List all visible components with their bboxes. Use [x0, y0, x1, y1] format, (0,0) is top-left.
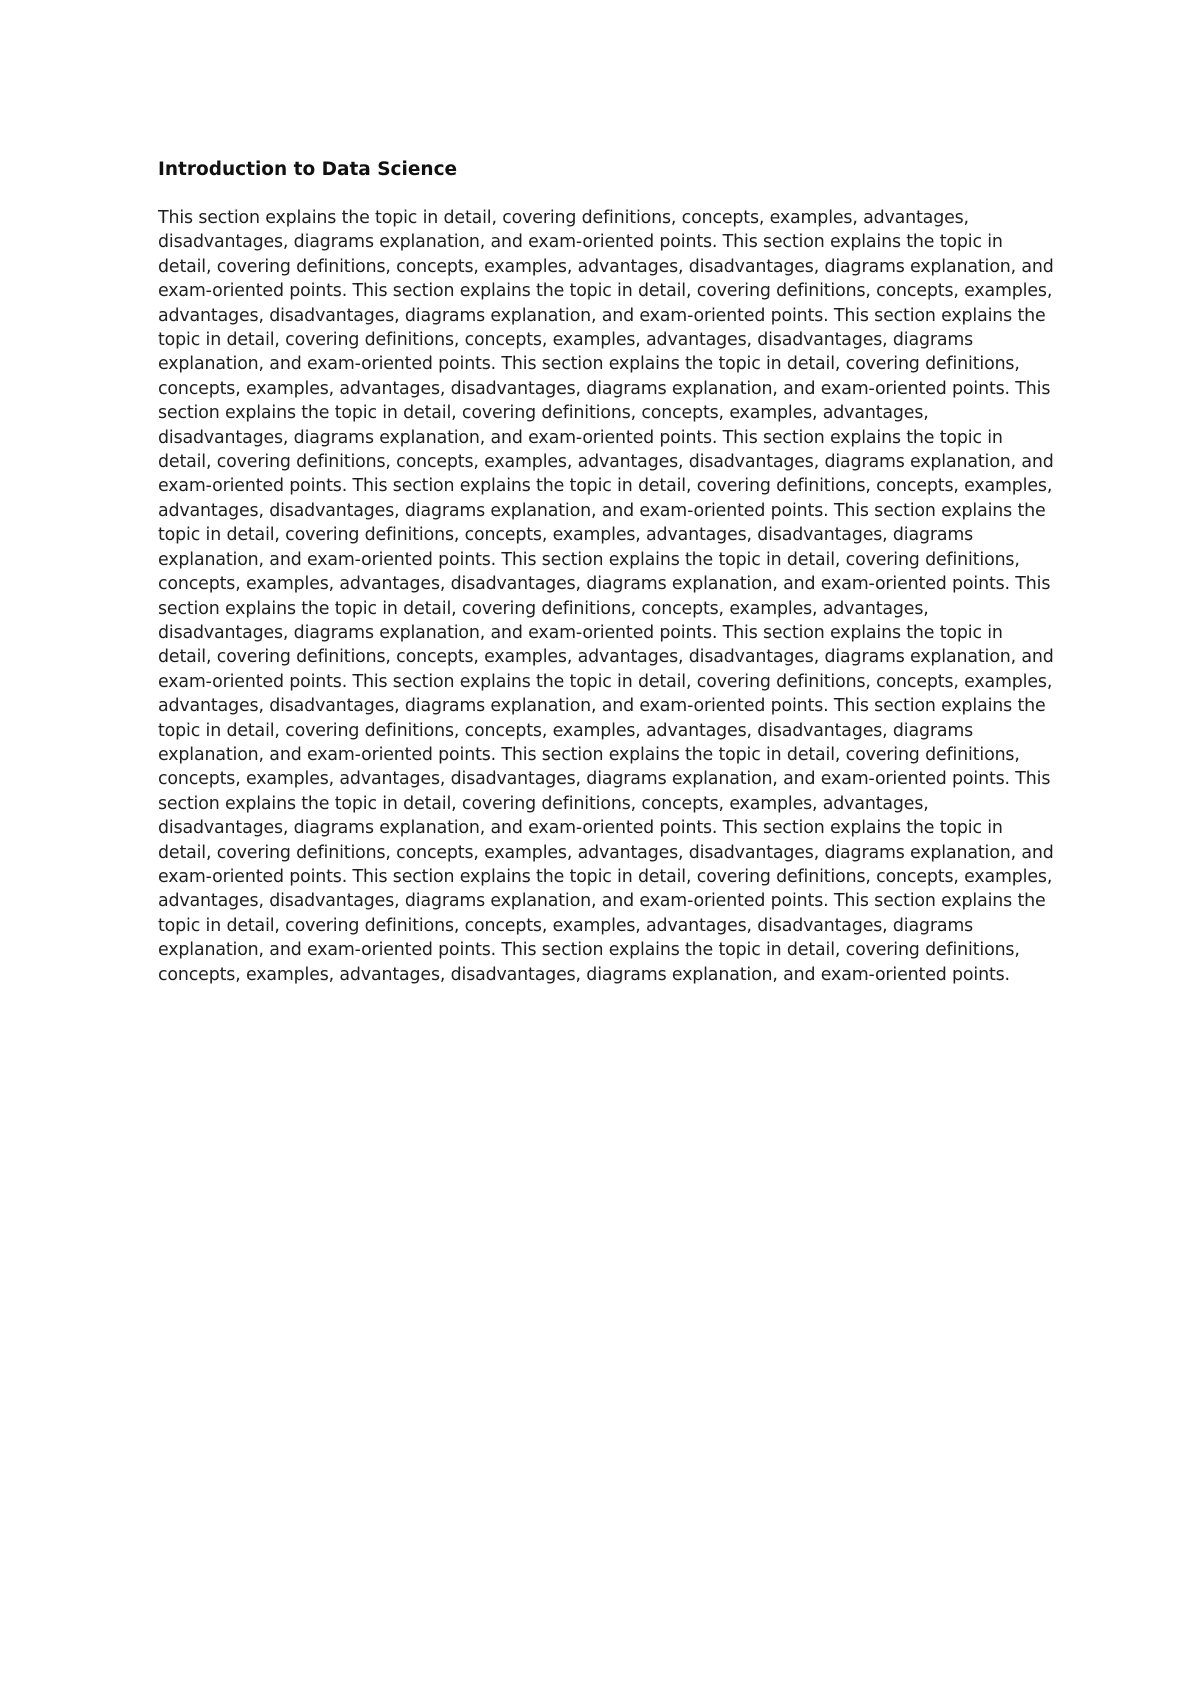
body-paragraph: This section explains the topic in detail, covering definitions, concepts, examples, advantages, disadvantages, diagrams explanation, and exam-oriented points. This section explains the topic in detail, covering definitions, concepts, examples, advantages, disadvantages, diagrams explanation, and exam-oriented points. This section explains the topic in detail, covering definitions, concepts, examples, advantages, disadvantages, diagrams explanation, and exam-oriented points. This section explains the topic in detail, covering definitions, concepts, examples, advantages, disadvantages, diagrams explanation, and exam-oriented points. This section explains the topic in detail, covering definitions, concepts, examples, advantages, disadvantages, diagrams explanation, and exam-oriented points. This section explains the topic in detail, covering definitions, concepts, examples, advantages, disadvantages, diagrams explanation, and exam-oriented points. This section explains the topic in detail, covering definitions, concepts, examples, advantages, disadvantages, diagrams explanation, and exam-oriented points. This section explains the topic in detail, covering definitions, concepts, examples, advantages, disadvantages, diagrams explanation, and exam-oriented points. This section explains the topic in detail, covering definitions, concepts, examples, advantages, disadvantages, diagrams explanation, and exam-oriented points. This section explains the topic in detail, covering definitions, concepts, examples, advantages, disadvantages, diagrams explanation, and exam-oriented points. This section explains the topic in detail, covering definitions, concepts, examples, advantages, disadvantages, diagrams explanation, and exam-oriented points. This section explains the topic in detail, covering definitions, concepts, examples, advantages, disadvantages, diagrams explanation, and exam-oriented points. This section explains the topic in detail, covering definitions, concepts, examples, advantages, disadvantages, diagrams explanation, and exam-oriented points. This section explains the topic in detail, covering definitions, concepts, examples, advantages, disadvantages, diagrams explanation, and exam-oriented points. This section explains the topic in detail, covering definitions, concepts, examples, advantages, disadvantages, diagrams explanation, and exam-oriented points. This section explains the topic in detail, covering definitions, concepts, examples, advantages, disadvantages, diagrams explanation, and exam-oriented points. This section explains the topic in detail, covering definitions, concepts, examples, advantages, disadvantages, diagrams explanation, and exam-oriented points. This section explains the topic in detail, covering definitions, concepts, examples, advantages, disadvantages, diagrams explanation, and exam-oriented points. This section explains the topic in detail, covering definitions, concepts, examples, advantages, disadvantages, diagrams explanation, and exam-oriented points. This section explains the topic in detail, covering definitions, concepts, examples, advantages, disadvantages, diagrams explanation, and exam-oriented points. — [158, 208, 1054, 985]
document-content — [158, 156, 1058, 987]
document-title: Introduction to Data Science — [158, 159, 458, 180]
